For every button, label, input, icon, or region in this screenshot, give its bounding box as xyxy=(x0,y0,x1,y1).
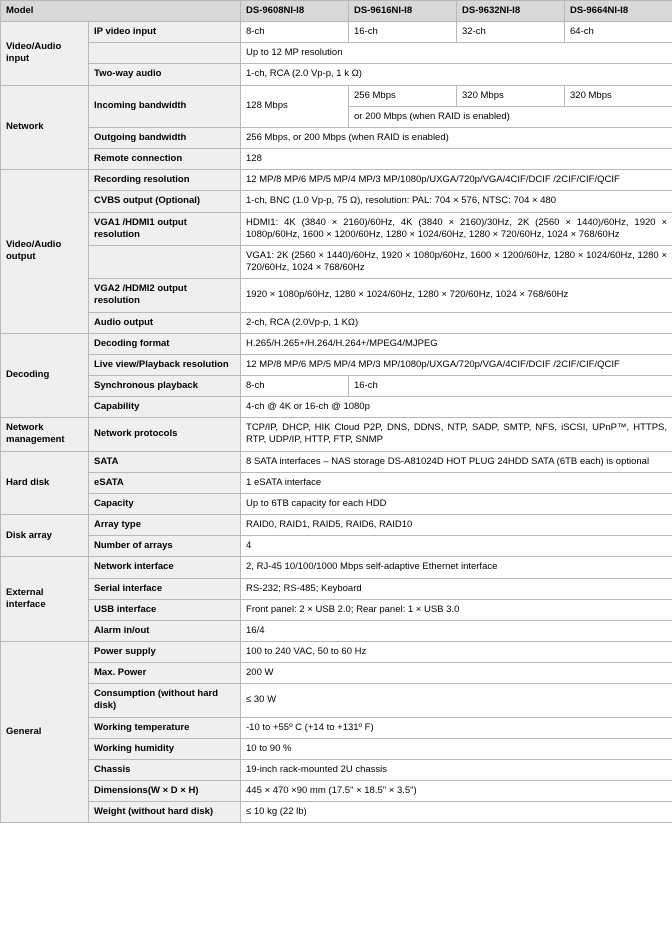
cell-value: 320 Mbps xyxy=(457,85,565,106)
row-label-number-of-arrays: Number of arrays xyxy=(89,536,241,557)
cell-value: 12 MP/8 MP/6 MP/5 MP/4 MP/3 MP/1080p/UXGA/720p/VGA/4CIF/DCIF /2CIF/CIF/QCIF xyxy=(241,354,672,375)
table-row xyxy=(1,170,672,191)
table-header-row xyxy=(1,1,672,22)
header-model-9608: DS-9608NI-I8 xyxy=(241,1,349,22)
cell-value: 19-inch rack-mounted 2U chassis xyxy=(241,759,672,780)
row-label-empty xyxy=(89,245,241,278)
row-label-dimensions: Dimensions(W × D × H) xyxy=(89,781,241,802)
table-row xyxy=(1,451,672,472)
group-label-general: General xyxy=(1,642,89,823)
table-row xyxy=(1,663,672,684)
cell-value: 4 xyxy=(241,536,672,557)
cell-value: 256 Mbps, or 200 Mbps (when RAID is enabled) xyxy=(241,127,672,148)
table-row xyxy=(1,578,672,599)
table-row xyxy=(1,333,672,354)
cell-value: 16-ch xyxy=(349,22,457,43)
row-label-usb-interface: USB interface xyxy=(89,599,241,620)
group-label-disk-array: Disk array xyxy=(1,515,89,557)
table-row xyxy=(1,43,672,64)
cell-value: -10 to +55º C (+14 to +131º F) xyxy=(241,717,672,738)
cell-value: 1-ch, BNC (1.0 Vp-p, 75 Ω), resolution: PAL: 704 × 576, NTSC: 704 × 480 xyxy=(241,191,672,212)
row-label-consumption: Consumption (without hard disk) xyxy=(89,684,241,717)
cell-value: 2-ch, RCA (2.0Vp-p, 1 KΩ) xyxy=(241,312,672,333)
cell-value: 128 xyxy=(241,149,672,170)
table-row xyxy=(1,738,672,759)
table-row xyxy=(1,85,672,106)
table-row xyxy=(1,245,672,278)
row-label-sata: SATA xyxy=(89,451,241,472)
table-row xyxy=(1,781,672,802)
table-row xyxy=(1,802,672,823)
cell-value: Front panel: 2 × USB 2.0; Rear panel: 1 × USB 3.0 xyxy=(241,599,672,620)
cell-value: 128 Mbps xyxy=(241,85,349,127)
row-label-serial-interface: Serial interface xyxy=(89,578,241,599)
row-label-max-power: Max. Power xyxy=(89,663,241,684)
table-row xyxy=(1,212,672,245)
cell-value: 64-ch xyxy=(565,22,672,43)
table-row xyxy=(1,536,672,557)
row-label-capability: Capability xyxy=(89,397,241,418)
table-row xyxy=(1,375,672,396)
table-row xyxy=(1,515,672,536)
cell-value: 16/4 xyxy=(241,620,672,641)
cell-value: HDMI1: 4K (3840 × 2160)/60Hz, 4K (3840 × 2160)/30Hz, 2K (2560 × 1440)/60Hz, 1920 × 1080p/60Hz, 1600 × 1200/60Hz, 1280 × 1024/60Hz, 1280 × 720/60Hz, 1024 × 768/60Hz xyxy=(241,212,672,245)
row-label-decoding-format: Decoding format xyxy=(89,333,241,354)
cell-value: TCP/IP, DHCP, HIK Cloud P2P, DNS, DDNS, NTP, SADP, SMTP, NFS, iSCSI, UPnP™, HTTPS, RTP, UDP/IP, HTTP, FTP, SNMP xyxy=(241,418,672,451)
row-label-incoming-bandwidth: Incoming bandwidth xyxy=(89,85,241,127)
cell-value: RAID0, RAID1, RAID5, RAID6, RAID10 xyxy=(241,515,672,536)
cell-value: Up to 12 MP resolution xyxy=(241,43,672,64)
row-label-two-way-audio: Two-way audio xyxy=(89,64,241,85)
table-row xyxy=(1,397,672,418)
cell-value: 320 Mbps xyxy=(565,85,672,106)
cell-value: or 200 Mbps (when RAID is enabled) xyxy=(349,106,672,127)
row-label-working-temperature: Working temperature xyxy=(89,717,241,738)
header-model-9632: DS-9632NI-I8 xyxy=(457,1,565,22)
row-label-cvbs-output: CVBS output (Optional) xyxy=(89,191,241,212)
row-label-ip-video-input: IP video input xyxy=(89,22,241,43)
cell-value: 4-ch @ 4K or 16-ch @ 1080p xyxy=(241,397,672,418)
group-label-decoding: Decoding xyxy=(1,333,89,418)
cell-value: 1-ch, RCA (2.0 Vp-p, 1 k Ω) xyxy=(241,64,672,85)
row-label-chassis: Chassis xyxy=(89,759,241,780)
cell-value: 100 to 240 VAC, 50 to 60 Hz xyxy=(241,642,672,663)
row-label-weight: Weight (without hard disk) xyxy=(89,802,241,823)
table-row xyxy=(1,191,672,212)
group-label-network: Network xyxy=(1,85,89,170)
table-row xyxy=(1,717,672,738)
table-row xyxy=(1,620,672,641)
row-label-vga2-hdmi2-output-resolution: VGA2 /HDMI2 output resolution xyxy=(89,279,241,312)
header-model-9664: DS-9664NI-I8 xyxy=(565,1,672,22)
cell-value: 200 W xyxy=(241,663,672,684)
table-row xyxy=(1,149,672,170)
table-row xyxy=(1,64,672,85)
row-label-array-type: Array type xyxy=(89,515,241,536)
cell-value: 1 eSATA interface xyxy=(241,472,672,493)
table-row xyxy=(1,127,672,148)
row-label-audio-output: Audio output xyxy=(89,312,241,333)
row-label-working-humidity: Working humidity xyxy=(89,738,241,759)
group-label-external-interface: External interface xyxy=(1,557,89,642)
cell-value: 1920 × 1080p/60Hz, 1280 × 1024/60Hz, 1280 × 720/60Hz, 1024 × 768/60Hz xyxy=(241,279,672,312)
table-row xyxy=(1,22,672,43)
row-label-power-supply: Power supply xyxy=(89,642,241,663)
table-row xyxy=(1,472,672,493)
cell-value: H.265/H.265+/H.264/H.264+/MPEG4/MJPEG xyxy=(241,333,672,354)
row-label-outgoing-bandwidth: Outgoing bandwidth xyxy=(89,127,241,148)
group-label-network-management: Network management xyxy=(1,418,89,451)
row-label-live-view-playback-resolution: Live view/Playback resolution xyxy=(89,354,241,375)
cell-value: 8 SATA interfaces – NAS storage DS-A81024D HOT PLUG 24HDD SATA (6TB each) is optional xyxy=(241,451,672,472)
cell-value: 32-ch xyxy=(457,22,565,43)
cell-value: 8-ch xyxy=(241,375,349,396)
cell-value: 2, RJ-45 10/100/1000 Mbps self-adaptive Ethernet interface xyxy=(241,557,672,578)
cell-value: 10 to 90 % xyxy=(241,738,672,759)
cell-value: ≤ 10 kg (22 lb) xyxy=(241,802,672,823)
cell-value: ≤ 30 W xyxy=(241,684,672,717)
row-label-esata: eSATA xyxy=(89,472,241,493)
table-row xyxy=(1,557,672,578)
table-row xyxy=(1,354,672,375)
row-label-empty xyxy=(89,43,241,64)
header-model-9616: DS-9616NI-I8 xyxy=(349,1,457,22)
cell-value: Up to 6TB capacity for each HDD xyxy=(241,493,672,514)
cell-value: 256 Mbps xyxy=(349,85,457,106)
row-label-capacity: Capacity xyxy=(89,493,241,514)
cell-value: VGA1: 2K (2560 × 1440)/60Hz, 1920 × 1080p/60Hz, 1600 × 1200/60Hz, 1280 × 1024/60Hz, 1280 × 720/60Hz, 1024 × 768/60Hz xyxy=(241,245,672,278)
table-row xyxy=(1,493,672,514)
table-row xyxy=(1,759,672,780)
table-row xyxy=(1,279,672,312)
row-label-remote-connection: Remote connection xyxy=(89,149,241,170)
table-row xyxy=(1,418,672,451)
row-label-network-protocols: Network protocols xyxy=(89,418,241,451)
cell-value: 16-ch xyxy=(349,375,672,396)
group-label-hard-disk: Hard disk xyxy=(1,451,89,514)
table-row xyxy=(1,599,672,620)
group-label-video-audio-input: Video/Audio input xyxy=(1,22,89,85)
cell-value: 8-ch xyxy=(241,22,349,43)
header-model: Model xyxy=(1,1,241,22)
group-label-video-audio-output: Video/Audio output xyxy=(1,170,89,333)
row-label-vga1-hdmi1-output-resolution: VGA1 /HDMI1 output resolution xyxy=(89,212,241,245)
table-row xyxy=(1,312,672,333)
cell-value: 445 × 470 ×90 mm (17.5" × 18.5" × 3.5") xyxy=(241,781,672,802)
table-row xyxy=(1,642,672,663)
row-label-alarm-in-out: Alarm in/out xyxy=(89,620,241,641)
row-label-recording-resolution: Recording resolution xyxy=(89,170,241,191)
row-label-synchronous-playback: Synchronous playback xyxy=(89,375,241,396)
cell-value: RS-232; RS-485; Keyboard xyxy=(241,578,672,599)
cell-value: 12 MP/8 MP/6 MP/5 MP/4 MP/3 MP/1080p/UXGA/720p/VGA/4CIF/DCIF /2CIF/CIF/QCIF xyxy=(241,170,672,191)
table-row xyxy=(1,684,672,717)
row-label-network-interface: Network interface xyxy=(89,557,241,578)
